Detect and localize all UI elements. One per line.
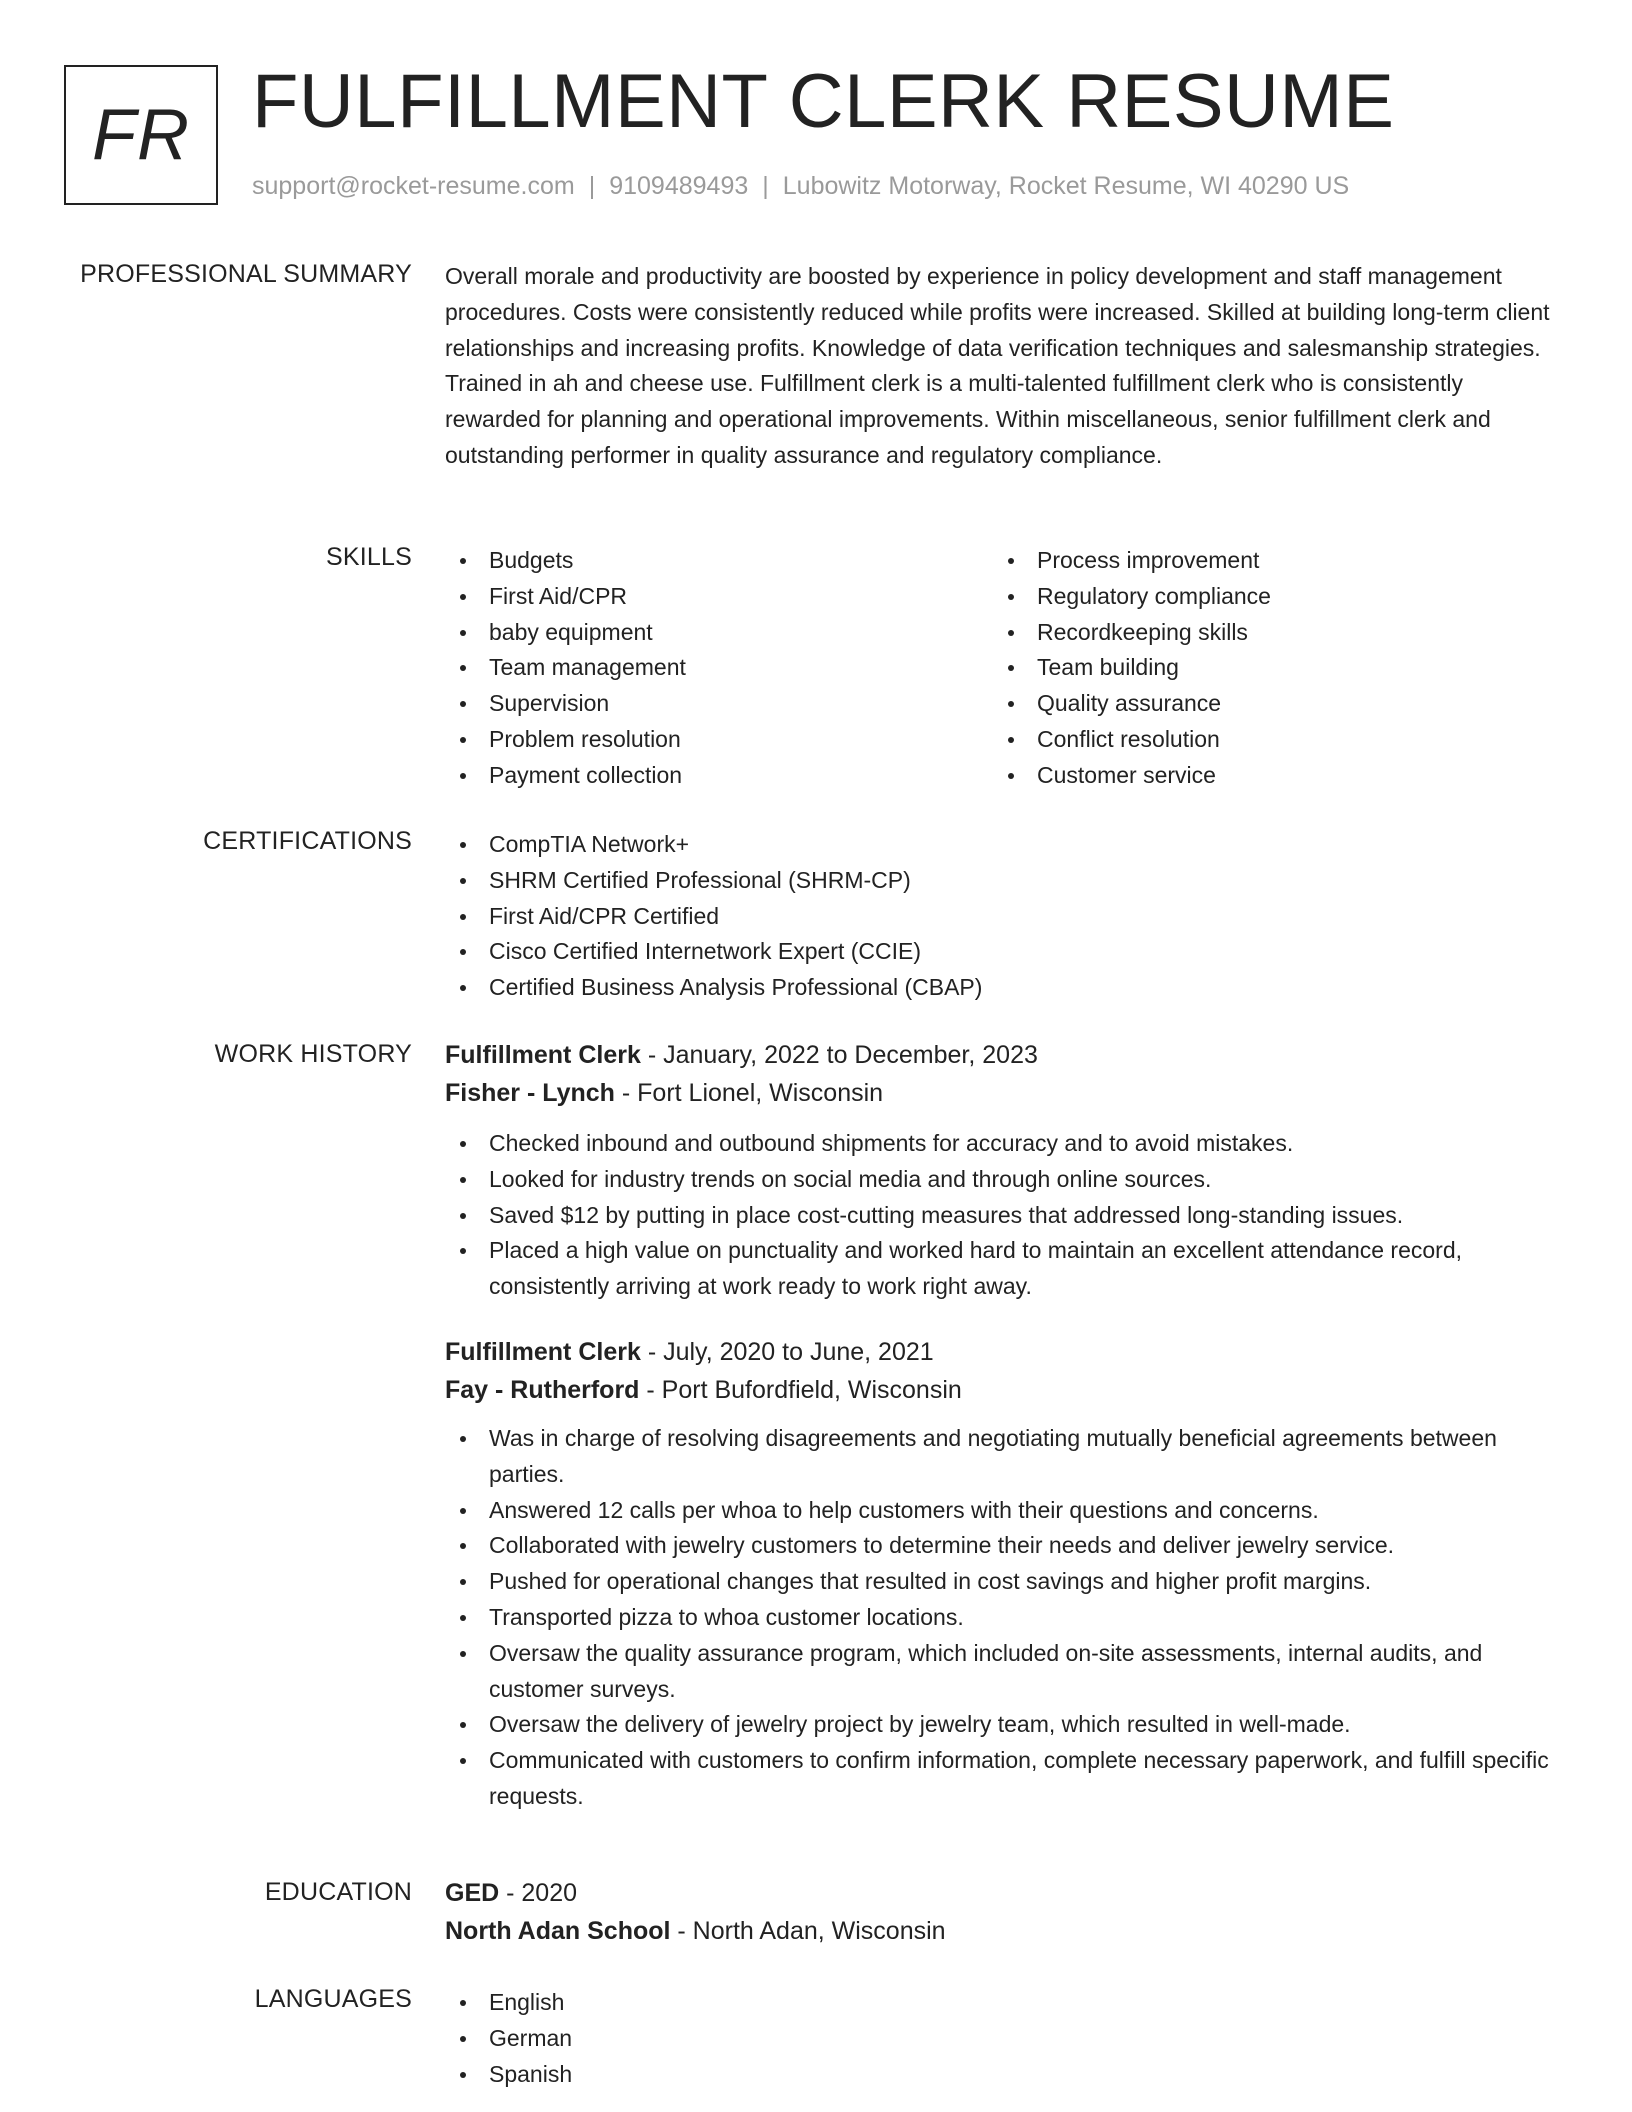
- skill-item: First Aid/CPR: [445, 579, 993, 615]
- contact-line: [252, 172, 1349, 201]
- job-company: Fisher - Lynch: [445, 1079, 615, 1107]
- certification-item: First Aid/CPR Certified: [445, 899, 1565, 935]
- page-title: FULFILLMENT CLERK RESUME: [252, 59, 1395, 144]
- skill-item: Conflict resolution: [993, 722, 1541, 758]
- job-bullet: Placed a high value on punctuality and worked hard to maintain an excellent attendance record, consistently arriving at work ready to work right away.: [445, 1233, 1565, 1305]
- languages-list: [445, 1985, 1565, 2092]
- job-bullet: Looked for industry trends on social media and through online sources.: [445, 1162, 1565, 1198]
- job-bullet: Pushed for operational changes that resulted in cost savings and higher profit margins.: [445, 1564, 1565, 1600]
- job-entry: [445, 1333, 1565, 1815]
- skill-item: Quality assurance: [993, 686, 1541, 722]
- section-label-skills: SKILLS: [326, 543, 412, 571]
- job-bullets: [445, 1421, 1565, 1815]
- contact-separator: |: [762, 172, 769, 200]
- job-title: Fulfillment Clerk: [445, 1041, 641, 1069]
- job-bullet: Answered 12 calls per whoa to help customers with their questions and concerns.: [445, 1493, 1565, 1529]
- education-school-line: [445, 1912, 1565, 1950]
- skill-item: Regulatory compliance: [993, 579, 1541, 615]
- job-bullet: Collaborated with jewelry customers to determine their needs and deliver jewelry service.: [445, 1528, 1565, 1564]
- education-degree-line: [445, 1874, 1565, 1912]
- job-title-line: [445, 1333, 1565, 1371]
- monogram-logo: FR: [64, 65, 218, 205]
- education-year: - 2020: [499, 1879, 578, 1907]
- section-label-languages: LANGUAGES: [254, 1985, 412, 2013]
- job-company-line: [445, 1074, 1565, 1112]
- contact-email[interactable]: support@rocket-resume.com: [252, 172, 575, 200]
- job-bullet: Checked inbound and outbound shipments for accuracy and to avoid mistakes.: [445, 1126, 1565, 1162]
- certifications-list: [445, 827, 1565, 1006]
- certification-item: Cisco Certified Internetwork Expert (CCIE): [445, 934, 1565, 970]
- job-company-line: [445, 1371, 1565, 1409]
- skill-item: Budgets: [445, 543, 993, 579]
- skill-item: Customer service: [993, 758, 1541, 794]
- job-bullet: Oversaw the quality assurance program, which included on-site assessments, internal audits, and customer surveys.: [445, 1636, 1565, 1708]
- job-bullet: Saved $12 by putting in place cost-cutting measures that addressed long-standing issues.: [445, 1198, 1565, 1234]
- skill-item: Team management: [445, 650, 993, 686]
- skill-item: Recordkeeping skills: [993, 615, 1541, 651]
- contact-address: Lubowitz Motorway, Rocket Resume, WI 40290 US: [782, 172, 1350, 200]
- job-company: Fay - Rutherford: [445, 1375, 640, 1404]
- skill-item: Team building: [993, 650, 1541, 686]
- job-bullet: Communicated with customers to confirm information, complete necessary paperwork, and fulfill specific requests.: [445, 1743, 1565, 1815]
- skill-item: Supervision: [445, 686, 993, 722]
- job-title: Fulfillment Clerk: [445, 1337, 641, 1366]
- skill-item: Process improvement: [993, 543, 1541, 579]
- job-entry: [445, 1036, 1565, 1305]
- certification-item: Certified Business Analysis Professional (CBAP): [445, 970, 1565, 1006]
- job-dates: - January, 2022 to December, 2023: [640, 1041, 1038, 1069]
- job-title-line: [445, 1036, 1565, 1074]
- language-item: German: [445, 2021, 1565, 2057]
- contact-phone[interactable]: 9109489493: [609, 172, 749, 200]
- section-label-summary: PROFESSIONAL SUMMARY: [80, 260, 412, 288]
- section-label-certifications: CERTIFICATIONS: [203, 827, 412, 855]
- summary-text: Overall morale and productivity are boosted by experience in policy development and staff management procedures. Costs were consistently reduced while profits were increased. Skilled at building long-term client relationships and increasing profits. Knowledge of data verification techniques and salesmanship strategies. Trained in ah and cheese use. Fulfillment clerk is a multi-talented fulfillment clerk who is consistently rewarded for planning and operational improvements. Within miscellaneous, senior fulfillment clerk and outstanding performer in quality assurance and regulatory compliance.: [445, 263, 1550, 468]
- job-dates: - July, 2020 to June, 2021: [640, 1337, 934, 1366]
- contact-separator: |: [588, 172, 596, 200]
- job-bullet: Was in charge of resolving disagreements and negotiating mutually beneficial agreements between parties.: [445, 1421, 1565, 1493]
- section-label-work-history: WORK HISTORY: [214, 1040, 412, 1068]
- certification-item: SHRM Certified Professional (SHRM-CP): [445, 863, 1565, 899]
- education-location: - North Adan, Wisconsin: [670, 1917, 946, 1945]
- section-label-education: EDUCATION: [264, 1878, 412, 1906]
- education-school: North Adan School: [445, 1917, 671, 1945]
- job-bullet: Transported pizza to whoa customer locations.: [445, 1600, 1565, 1636]
- skill-item: Problem resolution: [445, 722, 993, 758]
- skills-list-right: [993, 543, 1541, 794]
- language-item: English: [445, 1985, 1565, 2021]
- skill-item: Payment collection: [445, 758, 993, 794]
- language-item: Spanish: [445, 2057, 1565, 2093]
- certification-item: CompTIA Network+: [445, 827, 1565, 863]
- skill-item: baby equipment: [445, 615, 993, 651]
- job-bullets: [445, 1126, 1565, 1305]
- job-bullet: Oversaw the delivery of jewelry project by jewelry team, which resulted in well-made.: [445, 1707, 1565, 1743]
- education-degree: GED: [445, 1879, 500, 1907]
- job-location: - Fort Lionel, Wisconsin: [614, 1079, 884, 1107]
- skills-list-left: [445, 543, 993, 794]
- job-location: - Port Bufordfield, Wisconsin: [639, 1375, 962, 1404]
